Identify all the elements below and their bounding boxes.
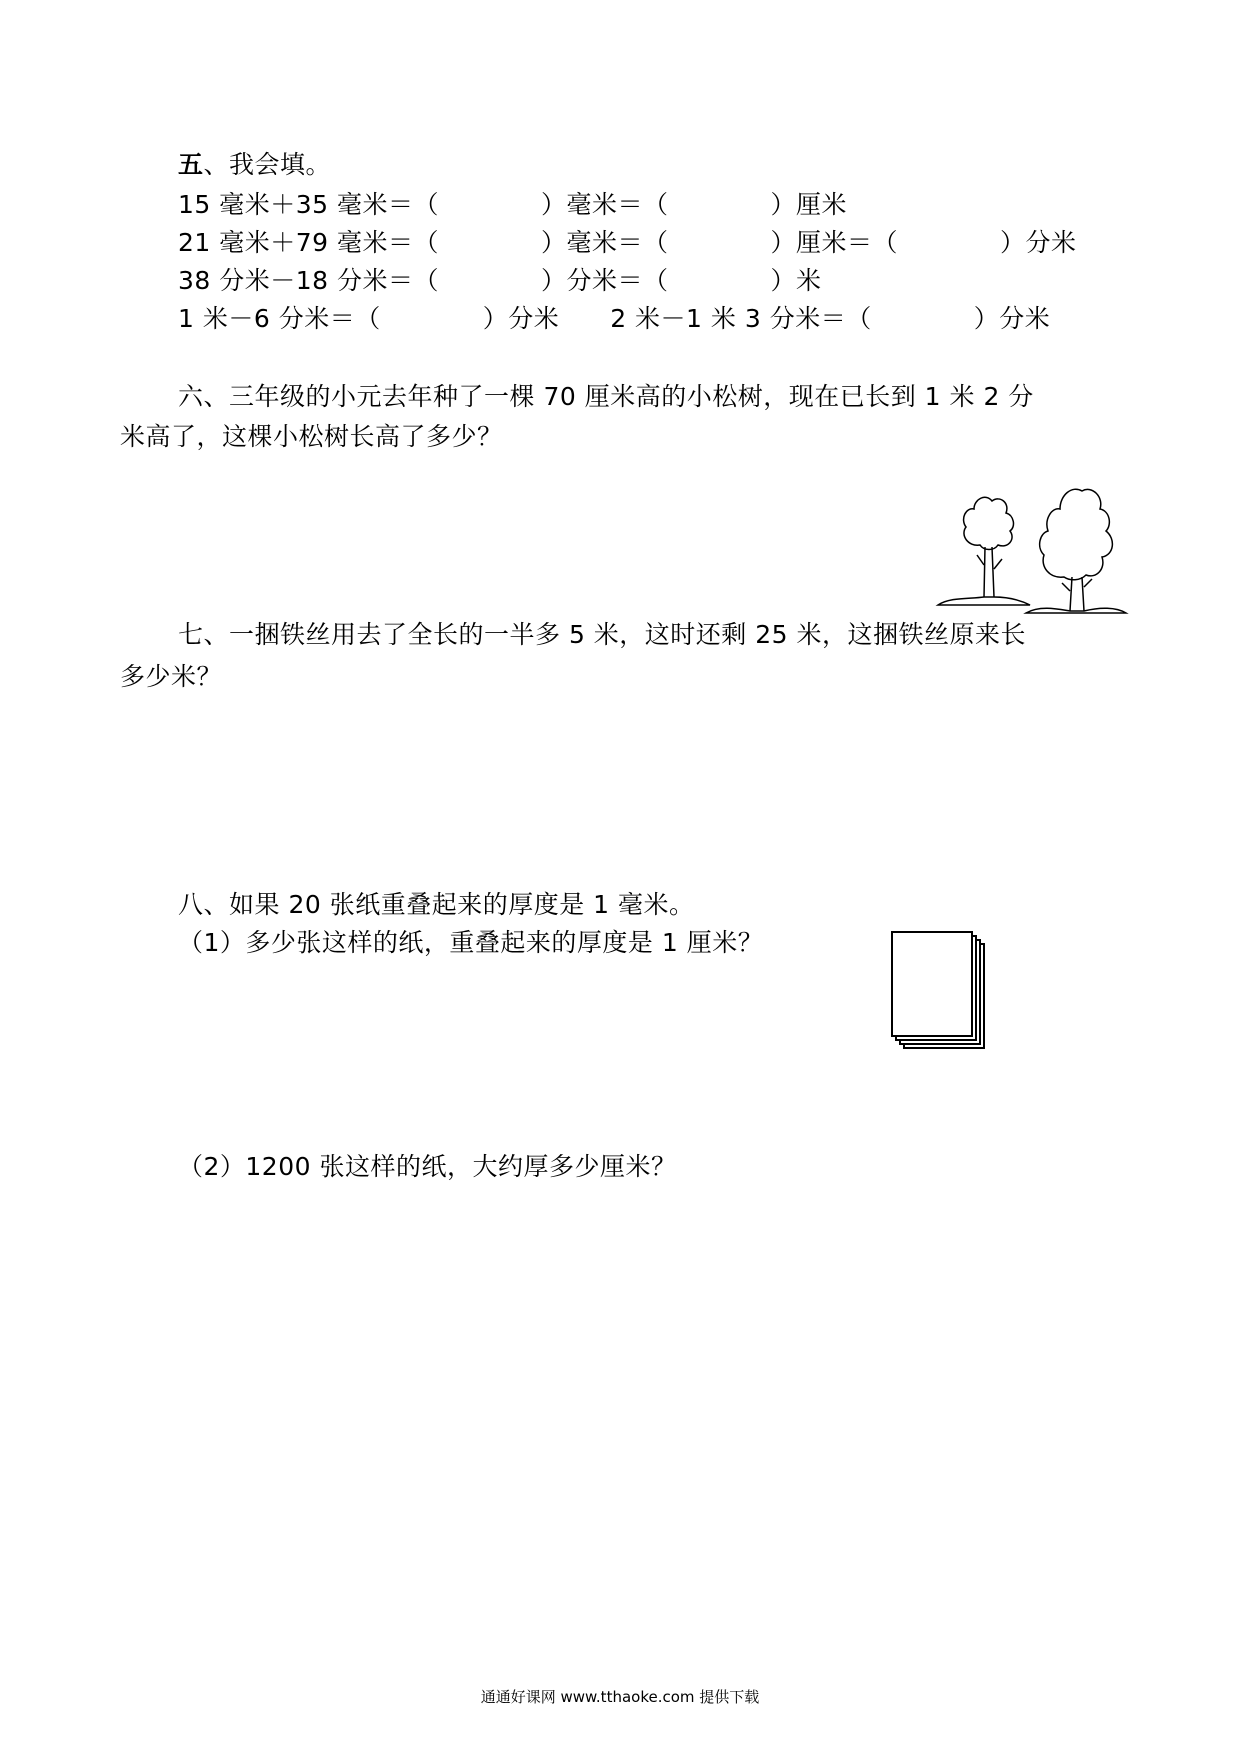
small-tree-icon	[938, 497, 1030, 605]
section8-question-2: （2）1200 张这样的纸，大约厚多少厘米？	[178, 1152, 677, 1181]
section5-number: 五	[178, 150, 204, 179]
section6-line2: 米高了，这棵小松树长高了多少？	[120, 422, 503, 451]
section8-intro: 八、如果 20 张纸重叠起来的厚度是 1 毫米。	[178, 890, 695, 919]
section5-title	[178, 148, 331, 182]
section7-line2: 多少米？	[120, 662, 223, 691]
section5-title-text: 、我会填。	[203, 150, 332, 179]
big-tree-icon	[1026, 489, 1126, 613]
fill-row-3: 38 分米－18 分米＝（ ）分米＝（ ）米	[178, 266, 822, 295]
trees-illustration	[930, 485, 1130, 615]
page-footer: 通通好课网 www.tthaoke.com 提供下载	[480, 1688, 760, 1706]
fill-row-4: 1 米－6 分米＝（ ）分米 2 米－1 米 3 分米＝（ ）分米	[178, 304, 1051, 333]
fill-row-1: 15 毫米＋35 毫米＝（ ）毫米＝（ ）厘米	[178, 190, 848, 219]
section8-question-1: （1）多少张这样的纸，重叠起来的厚度是 1 厘米？	[178, 928, 764, 957]
fill-row-2: 21 毫米＋79 毫米＝（ ）毫米＝（ ）厘米＝（ ）分米	[178, 228, 1077, 257]
section6-line1: 六、三年级的小元去年种了一棵 70 厘米高的小松树，现在已长到 1 米 2 分	[178, 382, 1034, 411]
paper-stack-icon	[890, 930, 990, 1054]
section7-line1: 七、一捆铁丝用去了全长的一半多 5 米，这时还剩 25 米，这捆铁丝原来长	[178, 620, 1027, 649]
